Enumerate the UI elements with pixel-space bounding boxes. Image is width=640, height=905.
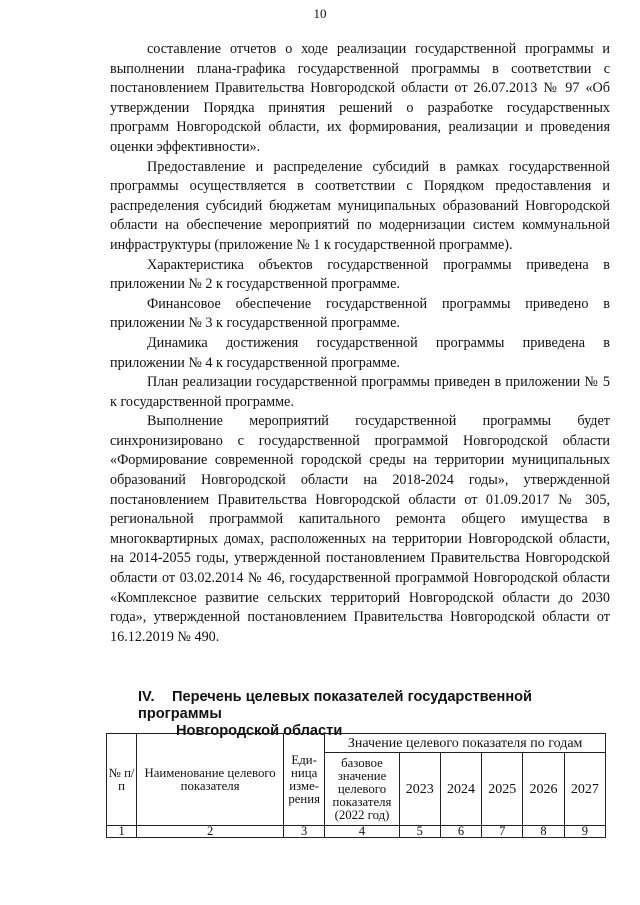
indicators-table — [106, 733, 606, 838]
header-year: 2024 — [440, 753, 481, 826]
header-year: 2026 — [523, 753, 564, 826]
header-year: 2027 — [564, 753, 605, 826]
header-number: № п/п — [107, 734, 137, 826]
paragraph: Финансовое обеспечение государственной программы приведено в приложении № 3 к государственной программе. — [110, 295, 610, 332]
section-number: IV. — [138, 689, 155, 705]
column-index: 3 — [284, 826, 325, 838]
column-index: 2 — [137, 826, 284, 838]
column-index: 5 — [399, 826, 440, 838]
paragraph: составление отчетов о ходе реализации государственной программы и выполнении плана-графика государственной программы в соответствии с постановлением Правительства Новгородской области от 26.07.2013 № 97 «Об утверждении Порядка принятия решений о разработке государственных программ Новгородской области, их формирования, реализации и проведения оценки эффективности». — [110, 41, 610, 155]
header-base-value: базовое значение целевого показателя (2022 год) — [325, 753, 399, 826]
header-values-by-year: Значение целевого показателя по годам — [325, 734, 606, 753]
paragraph: Выполнение мероприятий государственной программы будет синхронизировано с государственной программой Новгородской области «Формирование современной городской среды на территории муниципальных образований Новгородской области на 2018-2024 годы», утвержденной постановлением Правительства Новгородской области от 01.09.2017 № 305, региональной программой капитального ремонта общего имущества в многоквартирных домах, расположенных на территории Новгородской области, на 2014-2055 годы, утвержденной постановлением Правительства Новгородской области от 03.02.2014 № 46, государственной программой Новгородской области «Комплексное развитие сельских территорий Новгородской области до 2030 года», утвержденной постановлением Правительства Новгородской области от 16.12.2019 № 490. — [110, 413, 610, 645]
section-title-line1: Перечень целевых показателей государственной программы — [138, 689, 533, 722]
body-text — [110, 40, 610, 647]
column-index: 1 — [107, 826, 137, 838]
header-unit: Единица измерения — [284, 734, 325, 826]
column-index: 9 — [564, 826, 605, 838]
column-index: 4 — [325, 826, 399, 838]
paragraph: План реализации государственной программы приведен в приложении № 5 к государственной программе. — [110, 374, 610, 410]
column-index: 6 — [440, 826, 481, 838]
paragraph: Характеристика объектов государственной программы приведена в приложении № 2 к государственной программе. — [110, 256, 610, 293]
paragraph: Динамика достижения государственной программы приведена в приложении № 4 к государственной программе. — [110, 334, 610, 371]
header-year: 2025 — [482, 753, 523, 826]
page-number: 10 — [313, 6, 327, 21]
header-indicator-name: Наименование целевого показателя — [137, 734, 284, 826]
column-index: 8 — [523, 826, 564, 838]
header-year: 2023 — [399, 753, 440, 826]
paragraph: Предоставление и распределение субсидий в рамках государственной программы осуществляется в соответствии с Порядком предоставления и распределения субсидий бюджетам муниципальных образований Новгородской области на обеспечение мероприятий по модернизации систем коммунальной инфраструктуры (приложение № 1 к государственной программе). — [110, 158, 610, 253]
column-index: 7 — [482, 826, 523, 838]
table-index-row — [107, 826, 606, 838]
section-title-line2: Новгородской области — [176, 723, 343, 739]
